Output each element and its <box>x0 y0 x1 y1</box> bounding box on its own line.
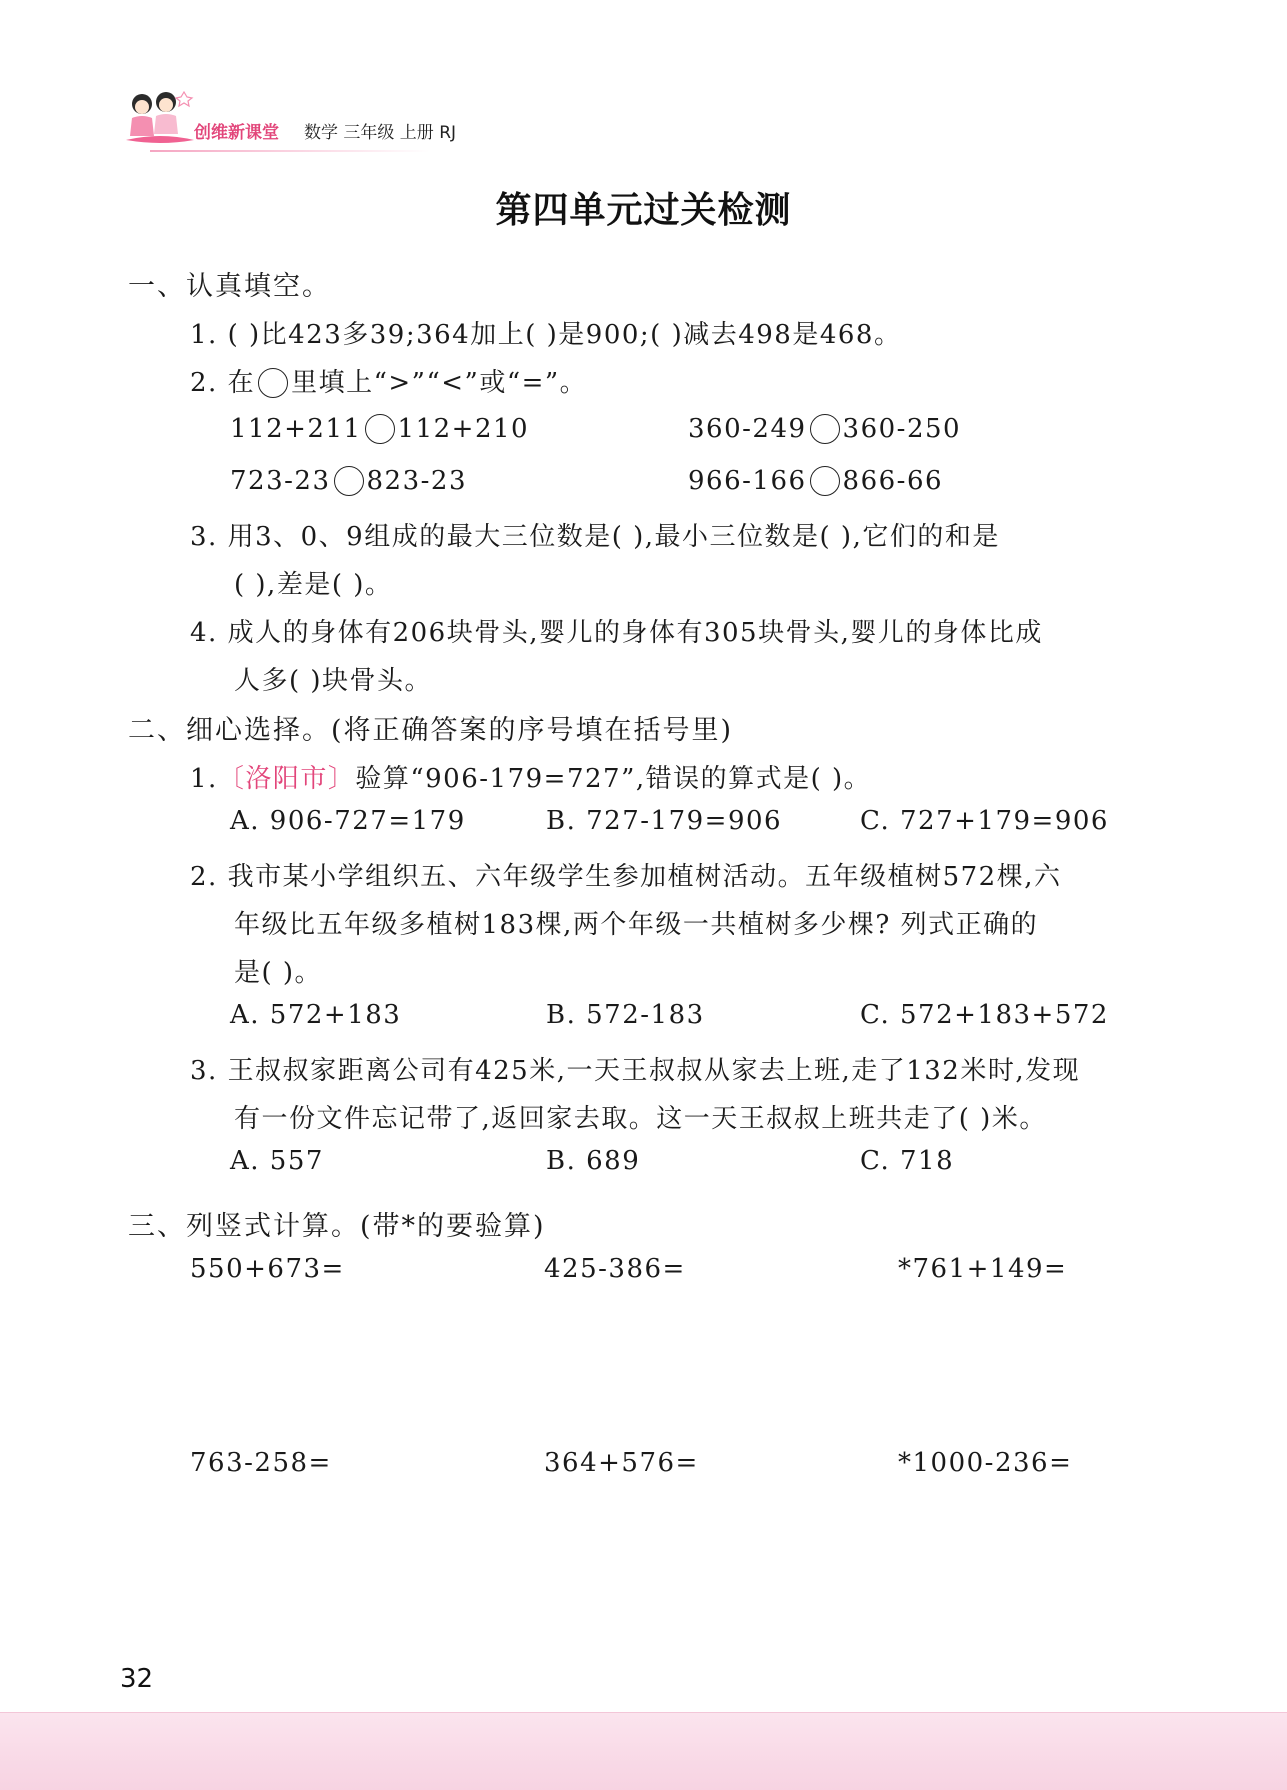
section3-heading: 三、列竖式计算。(带*的要验算) <box>128 1211 546 1242</box>
compare-item: 360-249 360-250 <box>688 414 962 444</box>
option-c: C. 718 <box>860 1146 955 1176</box>
page-title: 第四单元过关检测 <box>495 190 792 231</box>
header-divider <box>150 150 430 152</box>
brand-name: 创维新课堂 <box>194 123 279 143</box>
calc-item: 364+576= <box>544 1448 699 1478</box>
option-c: C. 727+179=906 <box>860 806 1109 836</box>
section1-heading: 一、认真填空。 <box>128 271 331 302</box>
s2-question-2-line1: 2. 我市某小学组织五、六年级学生参加植树活动。五年级植树572棵,六 <box>190 862 1062 892</box>
s2-question-3-line2: 有一份文件忘记带了,返回家去取。这一天王叔叔上班共走了( )米。 <box>234 1104 1047 1134</box>
s1-question-3-line1: 3. 用3、0、9组成的最大三位数是( ),最小三位数是( ),它们的和是 <box>190 522 1000 552</box>
option-c: C. 572+183+572 <box>860 1000 1109 1030</box>
compare-item: 112+211 112+210 <box>230 414 530 444</box>
compare-circle-icon <box>258 368 288 398</box>
option-b: B. 572-183 <box>546 1000 705 1030</box>
compare-item: 966-166 866-66 <box>688 466 944 496</box>
s2-question-3-line1: 3. 王叔叔家距离公司有425米,一天王叔叔从家去上班,走了132米时,发现 <box>190 1056 1081 1086</box>
page-number: 32 <box>120 1664 154 1694</box>
calc-item: 763-258= <box>190 1448 332 1478</box>
compare-circle-icon[interactable] <box>810 414 840 444</box>
kids-mascot-icon <box>120 88 198 156</box>
s2-question-1: 1.〔洛阳市〕验算“906-179=727”,错误的算式是( )。 <box>190 764 872 794</box>
compare-circle-icon[interactable] <box>334 466 364 496</box>
s1-question-2 <box>190 362 587 399</box>
s1-question-3-line2: ( ),差是( )。 <box>234 570 393 600</box>
compare-circle-icon[interactable] <box>365 414 395 444</box>
calc-item: 425-386= <box>544 1254 686 1284</box>
s1-q2-prefix: 2. 在 <box>190 368 256 398</box>
calc-item: 550+673= <box>190 1254 345 1284</box>
calc-item: *761+149= <box>898 1254 1068 1284</box>
compare-circle-icon[interactable] <box>810 466 840 496</box>
book-subject: 数学 三年级 上册 RJ <box>304 123 457 143</box>
option-b: B. 689 <box>546 1146 641 1176</box>
s1-q2-suffix: 里填上“>”“<”或“=”。 <box>291 368 588 398</box>
s1-question-4-line1: 4. 成人的身体有206块骨头,婴儿的身体有305块骨头,婴儿的身体比成 <box>190 618 1043 648</box>
region-tag: 〔洛阳市〕 <box>217 764 356 794</box>
s2-question-2-line2: 年级比五年级多植树183棵,两个年级一共植树多少棵? 列式正确的 <box>234 910 1039 940</box>
compare-item: 723-23 823-23 <box>230 466 467 496</box>
s1-question-1: 1. ( )比423多39;364加上( )是900;( )减去498是468。 <box>190 320 902 350</box>
section2-heading: 二、细心选择。(将正确答案的序号填在括号里) <box>128 715 734 746</box>
option-a: A. 572+183 <box>230 1000 402 1030</box>
footer-band <box>0 1712 1287 1790</box>
option-a: A. 557 <box>230 1146 324 1176</box>
option-b: B. 727-179=906 <box>546 806 783 836</box>
s2-question-2-line3: 是( )。 <box>234 958 323 988</box>
calc-item: *1000-236= <box>898 1448 1073 1478</box>
s1-question-4-line2: 人多( )块骨头。 <box>234 666 433 696</box>
option-a: A. 906-727=179 <box>230 806 466 836</box>
